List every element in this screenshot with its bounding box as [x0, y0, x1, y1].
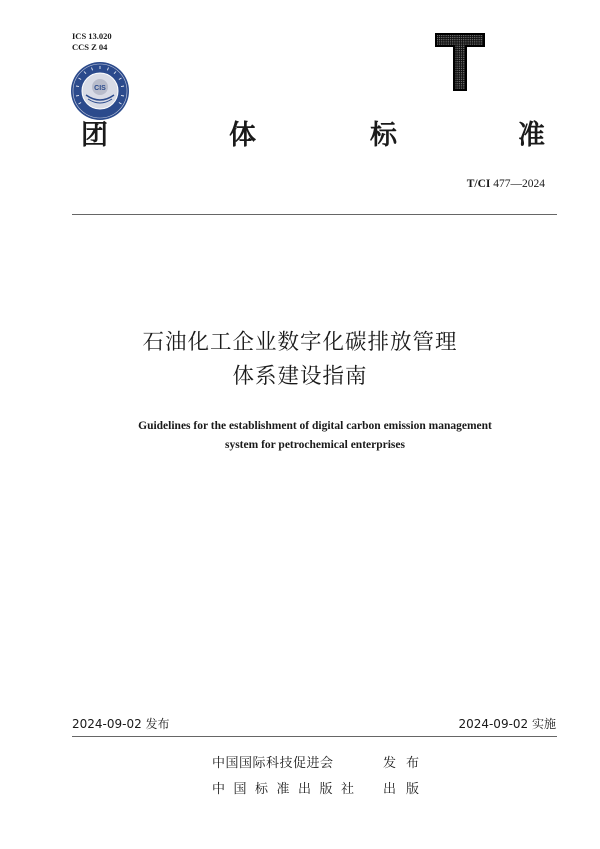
doc-type-char-1: 团 [81, 120, 110, 151]
standard-number [467, 178, 545, 190]
standard-number-prefix: T/CI [466, 178, 491, 190]
doc-type-char-2: 体 [229, 120, 258, 151]
seal-graphic [70, 61, 130, 121]
t-letter-graphic [434, 32, 486, 92]
classification-codes [72, 31, 112, 52]
title-english-line-2: system for petrochemical enterprises [224, 439, 405, 451]
top-divider [72, 214, 557, 215]
publisher-name: 中国国际科技促进会 [212, 756, 334, 771]
publisher-name: 中国标准出版社 [212, 782, 363, 797]
ics-code: ICS 13.020 [72, 31, 112, 41]
standard-letter-emblem [434, 32, 486, 92]
ccs-code: CCS Z 04 [72, 41, 108, 52]
implementation-date: 2024-09-02 实施 [458, 717, 556, 731]
title-chinese [0, 326, 600, 394]
doc-type-char-4: 准 [518, 120, 547, 151]
title-english-line-1: Guidelines for the establishment of digital carbon emission management [138, 420, 492, 432]
bottom-divider [72, 736, 557, 737]
doc-type-char-3: 标 [370, 120, 399, 151]
standard-number-value: 477—2024 [493, 178, 545, 190]
organization-seal-logo [70, 61, 130, 121]
title-chinese-line-2: 体系建设指南 [232, 364, 368, 389]
publisher-role: 出版 [383, 782, 430, 797]
title-english [0, 417, 600, 455]
seal-center-text: CIS [94, 85, 106, 92]
publisher-role: 发布 [383, 756, 430, 771]
title-chinese-line-1: 石油化工企业数字化碳排放管理 [142, 330, 458, 355]
issue-date: 2024-09-02 发布 [72, 717, 170, 731]
